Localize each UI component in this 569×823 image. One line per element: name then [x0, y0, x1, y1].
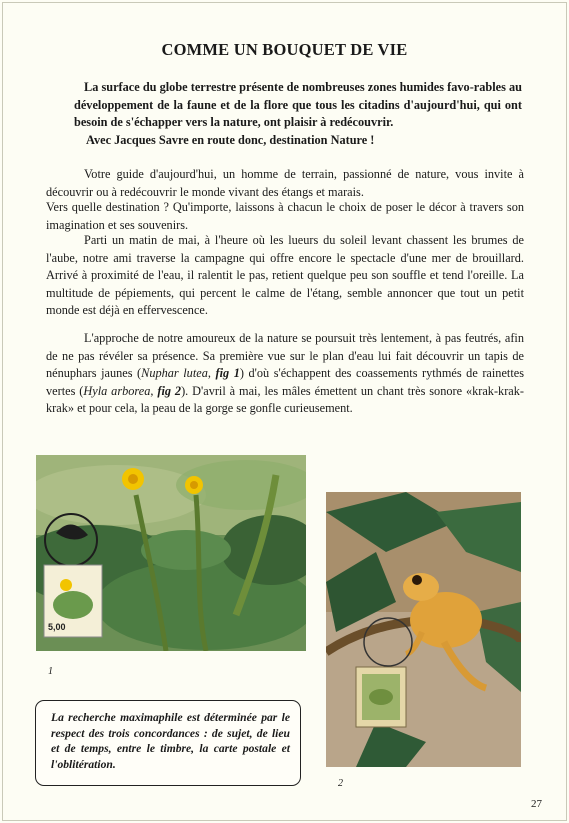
water-lily-illustration	[36, 455, 306, 651]
paragraph-approach-body: L'approche de notre amoureux de la nature se poursuit très lentement, à pas feutrés, afin de ne pas révéler sa présence. Sa première vue sur le plan d'eau lui fait découvrir un tapis de nénuphars jaunes (Nuphar lutea, fig 1) d'où s'échappent des coassements rythmés de rainettes vertes (Hyla arborea, fig 2). D'avril à mai, les mâles émettent un chant très sonore «krak-krak-krak» et pour cela, la peau de la gorge se gonfle curieusement.	[46, 331, 524, 415]
paragraph-guide	[46, 166, 524, 201]
lead-paragraph	[74, 79, 522, 132]
lead-destination: Avec Jacques Savre en route donc, destination Nature !	[86, 133, 375, 147]
tree-frog-photo	[326, 492, 521, 767]
paragraph-morning	[46, 232, 524, 320]
paragraph-guide-text: Votre guide d'aujourd'hui, un homme de terrain, passionné de nature, vous invite à découvrir ou à redécouvrir le monde vivant des étangs et marais.	[46, 167, 524, 199]
water-lily-photo	[36, 455, 306, 651]
lead-text: La surface du globe terrestre présente de nombreuses zones humides favo-rables au développement de la faune et de la flore que tous les citadins d'aujourd'hui, qui ont besoin de s'échapper vers la nature, ont plaisir à redécouvrir.	[74, 80, 522, 129]
figure-2-number: 2	[338, 778, 343, 789]
paragraph-morning-text: Parti un matin de mai, à l'heure où les lueurs du soleil levant chassent les brumes de l'aube, notre ami traverse la campagne qui offre encore le spectacle d'une mer de brouillard. Arrivé à proximité de l'eau, il ralentit le pas, retient quelque peu son souffle et tend l'oreille. La multitude de pépiements, qui percent le calme de l'étang, semble annoncer que tout un petit monde est déjà en effervescence.	[46, 233, 524, 317]
caption-box	[35, 700, 301, 786]
paragraph-approach-text-a: L'approche de notre amoureux de la nature se poursuit très lentement, à pas feutrés, afin de ne pas révéler sa présence. Sa première vue sur le plan d'eau lui fait découvrir un tapis de nénuphars jaunes (	[46, 331, 524, 380]
fig-ref-1: fig 1	[215, 366, 240, 380]
species-hyla: Hyla arborea	[83, 383, 151, 398]
stamp-1-value: 5,00	[48, 622, 66, 632]
paragraph-approach	[46, 330, 524, 418]
paragraph-destination-text: Vers quelle destination ? Qu'importe, laissons à chacun le choix de poser le décor à travers son imagination et ses souvenirs.	[46, 200, 524, 232]
species-nuphar: Nuphar lutea	[141, 366, 208, 380]
page-title: COMME UN BOUQUET DE VIE	[161, 40, 408, 59]
paragraph-approach-text-c: ). D'avril à mai, les mâles émettent un chant très sonore «krak-krak-krak» et pour cela, la peau de la gorge se gonfle curieusement.	[46, 383, 524, 415]
figure-1-number: 1	[48, 666, 53, 677]
paragraph-approach-text-b: ) d'où s'échappent des coassements rythmés de rainettes vertes (	[46, 366, 524, 398]
tree-frog-illustration	[326, 492, 521, 767]
caption-text: La recherche maximaphile est déterminée par le respect des trois concordances : de sujet, de lieu et de temps, entre le timbre, la carte postale et l'oblitération.	[51, 711, 290, 771]
page-number: 27	[531, 798, 542, 810]
fig-ref-2: fig 2	[157, 383, 182, 398]
paragraph-destination	[46, 199, 524, 234]
